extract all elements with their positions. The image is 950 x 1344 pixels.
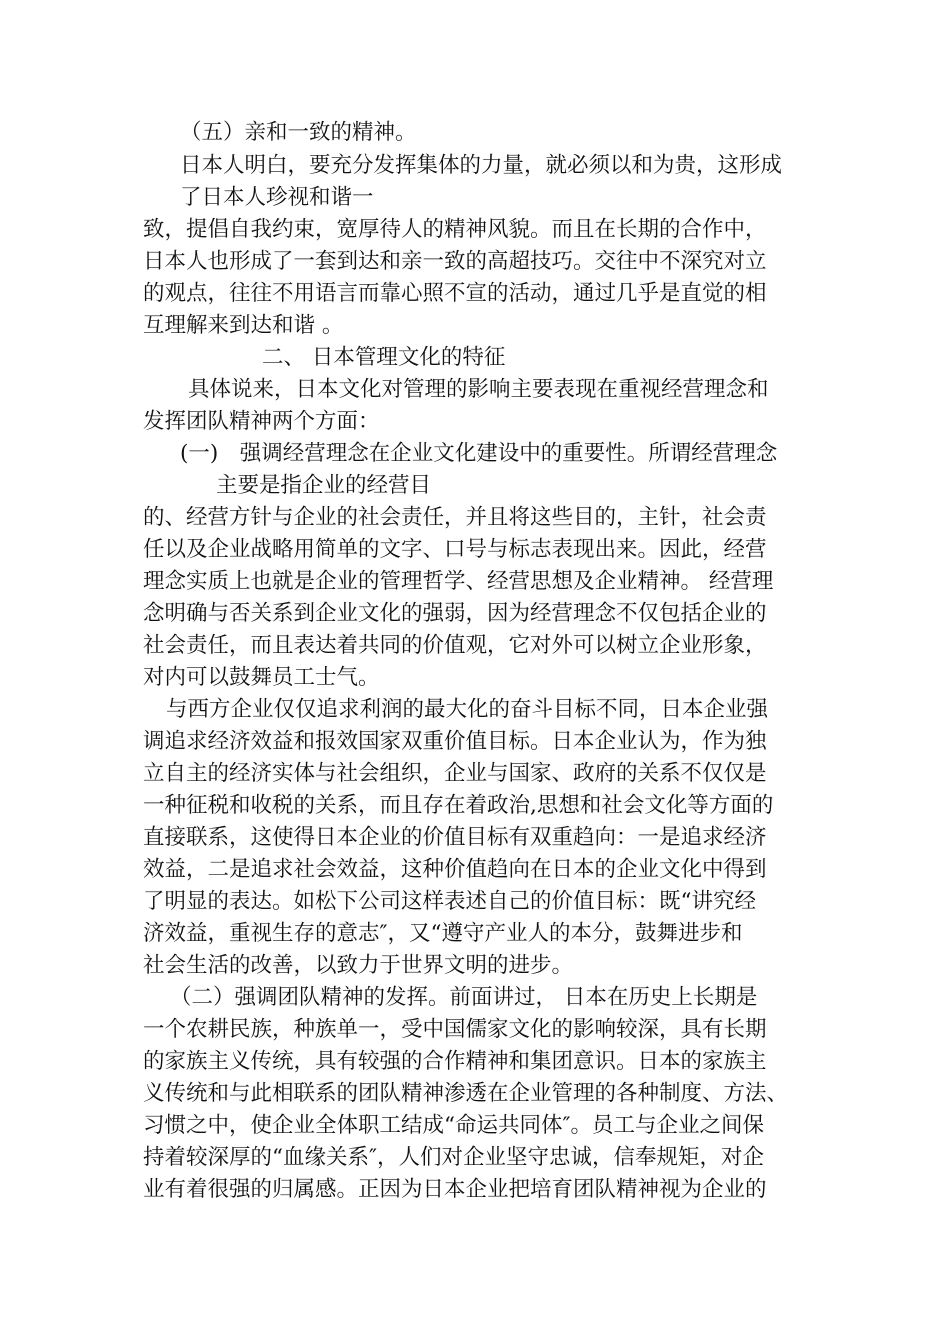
text-line: 与西方企业仅仅追求利润的最大化的奋斗目标不同，日本企业强 <box>166 697 769 722</box>
text-line: 业有着很强的归属感。正因为日本企业把培育团队精神视为企业的 <box>143 1177 767 1202</box>
text-line: 任以及企业战略用简单的文字、口号与标志表现出来。因此，经营 <box>143 537 767 562</box>
text-line: 一种征税和收税的关系，而且存在着政治,思想和社会文化等方面的 <box>143 793 774 818</box>
text-line: 具体说来，日本文化对管理的影响主要表现在重视经营理念和 <box>188 377 769 402</box>
text-line: 济效益，重视生存的意志″，又“遵守产业人的本分，鼓舞进步和 <box>143 921 743 946</box>
text-line: 了明显的表达。如松下公司这样表述自己的价值目标：既“讲究经 <box>143 889 756 914</box>
text-line: 念明确与否关系到企业文化的强弱，因为经营理念不仅包括企业的 <box>143 601 767 626</box>
text-line: 日本人明白，要充分发挥集体的力量，就必须以和为贵，这形成 <box>180 153 783 178</box>
text-line: 致，提倡自我约束，宽厚待人的精神风貌。而且在长期的合作中， <box>143 217 767 242</box>
text-line: 的观点，往往不用语言而靠心照不宣的活动，通过几乎是直觉的相 <box>143 281 767 306</box>
text-line: 日本人也形成了一套到达和亲一致的高超技巧。交往中不深究对立 <box>143 249 767 274</box>
text-line: 对内可以鼓舞员工士气。 <box>143 665 380 690</box>
text-line: 的、经营方针与企业的社会责任，并且将这些目的，主针，社会责 <box>143 505 767 530</box>
text-line: 效益，二是追求社会效益，这种价值趋向在日本的企业文化中得到 <box>143 857 767 882</box>
text-line: 义传统和与此相联系的团队精神渗透在企业管理的各种制度、方法、 <box>143 1081 789 1106</box>
text-line: 了日本人珍视和谐一 <box>180 185 374 210</box>
text-line: 直接联系，这使得日本企业的价值目标有双重趋向：一是追求经济 <box>143 825 767 850</box>
text-line: 发挥团队精神两个方面： <box>143 409 380 434</box>
text-line: 立自主的经济实体与社会组织，企业与国家、政府的关系不仅仅是 <box>143 761 767 786</box>
text-line: （二）强调团队精神的发挥。前面讲过， 日本在历史上长期是 <box>170 985 758 1010</box>
section-heading: 二、 日本管理文化的特征 <box>262 345 506 370</box>
text-line: 的家族主义传统，具有较强的合作精神和集团意识。日本的家族主 <box>143 1049 767 1074</box>
text-line: 持着较深厚的“血缘关系″，人们对企业坚守忠诚，信奉规矩，对企 <box>143 1145 765 1170</box>
text-line: 理念实质上也就是企业的管理哲学、经营思想及企业精神。 经营理 <box>143 569 774 594</box>
text-line: 互理解来到达和谐 。 <box>143 313 344 338</box>
text-line: （五）亲和一致的精神。 <box>180 120 417 145</box>
text-line: 社会责任，而且表达着共同的价值观，它对外可以树立企业形象， <box>143 633 767 658</box>
text-line: 主要是指企业的经营目 <box>216 473 432 498</box>
text-line: 社会生活的改善，以致力于世界文明的进步。 <box>143 953 574 978</box>
text-line: 调追求经济效益和报效国家双重价值目标。日本企业认为，作为独 <box>143 729 767 754</box>
text-line: (一) 强调经营理念在企业文化建设中的重要性。所谓经营理念 <box>180 441 778 466</box>
text-line: 一个农耕民族，种族单一，受中国儒家文化的影响较深，具有长期 <box>143 1017 767 1042</box>
text-line: 习惯之中，使企业全体职工结成“命运共同体″。员工与企业之间保 <box>143 1113 765 1138</box>
